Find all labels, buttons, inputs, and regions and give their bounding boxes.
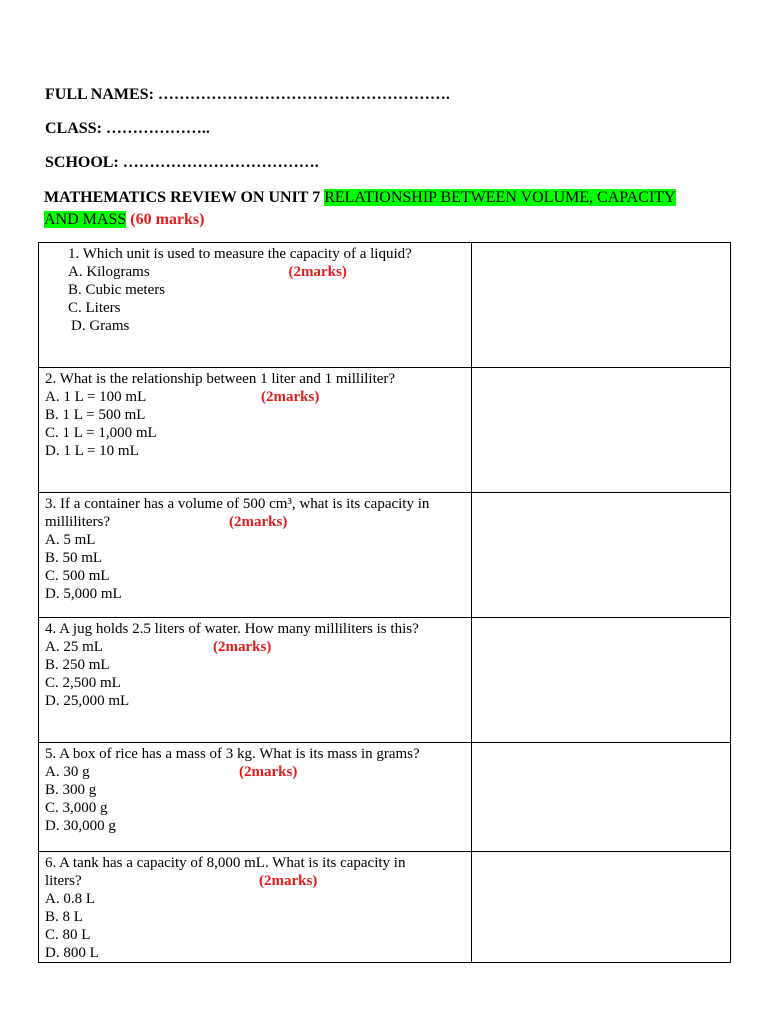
option-b[interactable]: B. 250 mL (45, 657, 110, 673)
option-d[interactable]: D. 800 L (45, 945, 99, 961)
option-c[interactable]: C. 500 mL (45, 568, 110, 584)
option-a[interactable]: A. 5 mL (45, 532, 96, 548)
question-marks: (2marks) (229, 514, 288, 530)
page-title (44, 187, 684, 231)
answer-cell[interactable] (472, 618, 731, 743)
question-text-cont: liters? (2marks) (45, 873, 318, 889)
option-a[interactable]: A. Kilograms (2marks) (68, 264, 347, 280)
question-cell (39, 618, 472, 743)
question-row (39, 743, 731, 852)
option-a[interactable]: A. 0.8 L (45, 891, 95, 907)
question-text-cont: milliliters? (2marks) (45, 514, 288, 530)
option-d[interactable]: D. 5,000 mL (45, 586, 122, 602)
total-marks: (60 marks) (126, 211, 205, 228)
option-c[interactable]: C. 1 L = 1,000 mL (45, 425, 157, 441)
option-b[interactable]: B. 300 g (45, 782, 97, 798)
question-marks: (2marks) (259, 873, 318, 889)
title-highlighted: RELATIONSHIP BETWEEN VOLUME, CAPACITY AND MASS (44, 189, 676, 228)
option-b[interactable]: B. 1 L = 500 mL (45, 407, 146, 423)
question-text: 3. If a container has a volume of 500 cm³, what is its capacity in (45, 496, 430, 512)
question-row (39, 243, 731, 368)
option-c[interactable]: C. 2,500 mL (45, 675, 121, 691)
question-cell (39, 243, 472, 368)
answer-cell[interactable] (472, 852, 731, 963)
question-cell (39, 743, 472, 852)
question-cell (39, 493, 472, 618)
option-b[interactable]: B. 50 mL (45, 550, 103, 566)
option-c[interactable]: C. 3,000 g (45, 800, 108, 816)
question-marks: (2marks) (239, 764, 298, 780)
question-marks: (2marks) (261, 389, 320, 405)
option-d[interactable]: D. Grams (71, 318, 130, 334)
question-cell (39, 852, 472, 963)
answer-cell[interactable] (472, 493, 731, 618)
answer-cell[interactable] (472, 243, 731, 368)
option-d[interactable]: D. 1 L = 10 mL (45, 443, 139, 459)
full-names-field[interactable]: FULL NAMES: ………………………………………………. (45, 86, 450, 103)
question-marks: (2marks) (288, 264, 347, 280)
option-c[interactable]: C. Liters (68, 300, 121, 316)
option-a[interactable]: A. 1 L = 100 mL (2marks) (45, 389, 320, 405)
question-row (39, 493, 731, 618)
option-d[interactable]: D. 25,000 mL (45, 693, 130, 709)
option-d[interactable]: D. 30,000 g (45, 818, 116, 834)
question-row (39, 852, 731, 963)
answer-cell[interactable] (472, 743, 731, 852)
question-text: 6. A tank has a capacity of 8,000 mL. What is its capacity in (45, 855, 406, 871)
question-marks: (2marks) (213, 639, 272, 655)
question-cell (39, 368, 472, 493)
question-row (39, 618, 731, 743)
option-a[interactable]: A. 25 mL (2marks) (45, 639, 272, 655)
class-field[interactable]: CLASS: ……………….. (45, 120, 210, 137)
option-b[interactable]: B. 8 L (45, 909, 83, 925)
school-field[interactable]: SCHOOL: ………………………………. (45, 154, 319, 171)
question-text: 4. A jug holds 2.5 liters of water. How many milliliters is this? (45, 621, 419, 637)
questions-table (38, 242, 731, 963)
question-text: 2. What is the relationship between 1 liter and 1 milliliter? (45, 371, 396, 387)
question-text: 1. Which unit is used to measure the capacity of a liquid? (68, 246, 412, 262)
question-row (39, 368, 731, 493)
title-prefix: MATHEMATICS REVIEW ON UNIT 7 (44, 189, 325, 206)
answer-cell[interactable] (472, 368, 731, 493)
option-b[interactable]: B. Cubic meters (68, 282, 166, 298)
option-a[interactable]: A. 30 g (2marks) (45, 764, 298, 780)
option-c[interactable]: C. 80 L (45, 927, 91, 943)
question-text: 5. A box of rice has a mass of 3 kg. What is its mass in grams? (45, 746, 420, 762)
